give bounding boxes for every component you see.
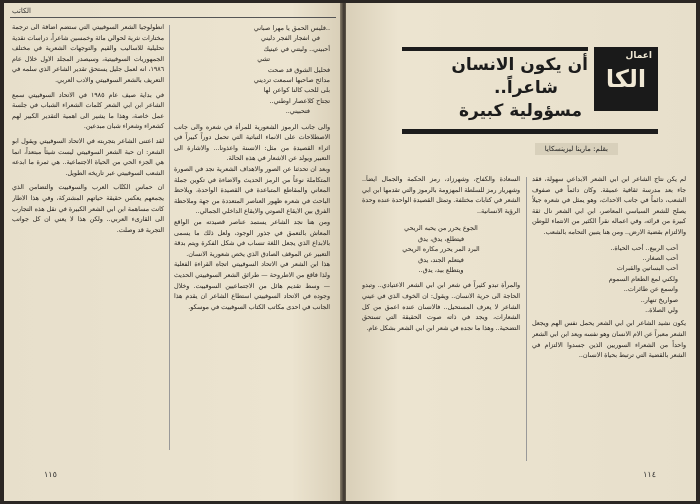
paragraph: والى جانب الرموز الشعورية للمرأة في شعره والى جانب الاصطلاحات على الانماء التباتية التي تحمل دوراً كبيراً في اثراء القصيدة من مثل: الانسنة واعذونا... والاشارة الى التعبير ويولد عن الاشعار في هذه الحالة. (174, 123, 330, 163)
byline-prefix: بقلم: (593, 145, 608, 153)
magazine-spread (4, 3, 696, 501)
paragraph: في بداية صيف عام ١٩٨٥ في الاتحاد السوفييتي سمع الشاعر ابن ابي الشعر كلمات الشعراء الشباب في جلسة عمل خاصة، وهذا ما يشير الى اهمية التقدير الكبير لهم كشعراء وشعراء شبان مبدعين. (12, 91, 164, 131)
poem-line: فحليل الشوق قد صحت (267, 65, 330, 74)
poem-line: ..فليس الحمق يا مهرا صباني (253, 24, 330, 32)
byline (535, 143, 618, 155)
title-line-1: أن يكون الانسان (451, 55, 588, 75)
poem-line: فتحبيني.. (285, 107, 310, 116)
paragraph: والمرأة تبدو كثيراً في شعر ابن ابي الشعر الاعتيادي.. وتبدو الحاجة الى حرية الانسان.. ويقول: ان الخوف الذي في عيني الشاعر لا يعرف المستحيل.. فالانسان عنده اعمق من كل الشعارات، ويجد في ذاته صوت الحقيقة التي تستحق التضحية.. وهذا ما نجده في شعر ابن ابي الشعر بشكل عام. (362, 282, 520, 332)
title-line-3: مسؤولية كبيرة (459, 101, 582, 121)
page-114 (346, 3, 696, 501)
page-number: ١١٥ (44, 470, 57, 479)
poem-line: فيتطلع، يدق، يدق (417, 234, 465, 243)
paragraph: ان حماس الكتّاب العرب والسوفييت والتضامن الذي يجمعهم يعكس حقيقة حياتهم المشتركة، وفي هذا الاطار كانت مساهمة ابن ابي الشعر الكبيرة في نقل هذه التجارب الى القارىء العربي.. ولكن هذا لا يعني ان كل جوانب التجربة قد وصلت. (12, 184, 164, 234)
poem-line: أحب الصغار.. (642, 253, 678, 262)
page-number: ١١٤ (643, 470, 656, 479)
column-right (174, 23, 330, 453)
column-separator (169, 25, 170, 450)
column-left (12, 23, 164, 453)
magazine-logo (594, 47, 658, 111)
poem-line: ولكني لمع الطعام السموم (608, 274, 678, 283)
logo-text: الكا (605, 65, 647, 93)
article-title (402, 53, 588, 123)
column-left (362, 175, 520, 463)
poem-line: فيتعلم الجند، يدق (418, 255, 464, 264)
poem-line: البرد المر يحرر مكاره الريحي (402, 245, 480, 254)
column-separator (526, 177, 527, 461)
paragraph: هذا ابن الشعر في الاتحاد السوفييتي اتجاه القراءة الفعلية ولذا فاقع من الاطروحة — طرائق الشعر السوفييتي الحديث — وسط تقديم هائل من الاجتماعيين السوفييت. وخلال وجوده في الاتحاد السوفييتي استطاع الشاعر ان يقدم هذا الجانب في احدى مكاتب الكتاب السوفييت في موسكو. (174, 261, 330, 311)
poem-line: تشي (257, 55, 270, 64)
poem-line: ويتطلع بيد، يدق.. (418, 266, 464, 274)
poem-line: أحب البساتين والقبرات (616, 264, 678, 273)
poem-block (532, 243, 686, 316)
title-bar-top (402, 47, 588, 51)
paragraph: يكون نشيد الشاعر ابن ابي الشعر يحمل نفس الهم ويجعل الشعر معبراً عن الام الانسان وهو نفسه ويعد ابن ابي الشعر واحداً من الشعراء السوريين الذين جسدوا الالتزام في الشعر بالقضية التي ترتبط بحياة الانسان.. (532, 320, 686, 360)
column-right (532, 175, 686, 463)
poem-line: بلى للحب كالنا كواعن لها (263, 86, 330, 95)
poem-line: تجتاح كلاعصار اوطني.. (269, 96, 330, 105)
article-title-block (402, 47, 658, 167)
poem-line: الجوع يحرر من يحبه الريحي (404, 224, 478, 233)
page-115 (4, 3, 342, 501)
logo-caption: اعمال (625, 51, 652, 61)
poem-line: أحبيني.. وليتني في عينيك (263, 44, 330, 53)
paragraph: السعادة والكفاح، وشهرزاد، رمز الحكمة والجمال ايضاً.. وشهريار رمز للسلطة المهزومة بالرموز والتي تقدمها ابن ابي الشعر في كتابات مختلفة. وتمثل القصيدة الواحدة عنده وحدة الرؤية الانسانية.. (362, 176, 520, 215)
title-bar-bottom (402, 129, 658, 134)
paragraph: وبعد ان تحدثنا عن الصور والاهداف الشعرية نجد في الصورة المتكاملة نوعاً من الرمز الحديث والاضاءة في تكوين جملة المعاني والمقاطع المتباعدة في القصيدة الواحدة، ويلاحظ الباحث في شعره ظهور العناصر المتعددة من جهة وملاحظة الفرق بين الايقاع الصوتي والايقاع الداخلي الجمالي.. (174, 166, 330, 216)
poem-line: صواريخ تنهار.. (640, 295, 678, 304)
header-rule (10, 17, 336, 18)
poem-block (362, 223, 520, 275)
paragraph: ومن هنا نجد الشاعر يستمد عناصر قصيدته من الواقع المعاش بالتعمق في جذور الوجود، ولعل ذلك ما يسمى بالابداع الذي يجعل اللغة تنساب في شكل الفكرة ويتم بدقة التعبير عن الموقف الصادق الذي يخص شعورية الانسان. (174, 219, 330, 258)
paragraph: لقد اعتنى الشاعر بتجربته في الاتحاد السوفييتي ويقول ابو الشعر: ان حبة الشعر السوفييتي ليست شيئاً مبتعداً، انما هي الجزء الحي من الحياة الاجتماعية.. هي ثمرة ما ابدعه الشعب السوفييتي عبر تاريخه الطويل. (12, 137, 164, 177)
poem-line: مدائح صاحبها اسمعت ترديني (253, 76, 330, 85)
poem-line: في انفجار الفجر دليني (260, 34, 320, 43)
author-name: مارينا ليزينسكايا (544, 145, 591, 153)
poem-line: ولي الصلاة.. (645, 306, 678, 314)
paragraph: لم يكن نتاج الشاعر ابن ابي الشعر الابداعي سهولة، فقد جاء بعد مدرسة ثقافية عميقة. وكان دائماً في صفوف الشعب، دائماً في جانب الاحداث، وهو يمثل في شعره جيلاً يصلح للشعر السياسي المعاصر، ابن ابي الشعر نال ثقة كبيرة من قرائه، وفي اعماله نقرأ الكثير من الانتماء للوطن والالتزام بقضية الارض.. ومن هنا يتبين التحامه بالشعب. (532, 176, 686, 236)
poem-line: واسمع عن طائرات.. (623, 285, 678, 294)
poem-line: أحب الربيع.. أحب الحياة.. (610, 243, 678, 252)
poem-block (174, 23, 330, 117)
running-head: الكاتب (12, 7, 31, 15)
title-line-2: شاعراً.. (493, 78, 558, 98)
paragraph: انطولوجيا الشعر السوفييتي التي ستضم اضافة الى ترجمة مختارات نثرية لحوالي مائة وخمسين شاعراً، دراسات نقدية تحليلية للاساليب والقيم والتوجهات الشعرية في مختلف الجمهوريات السوفييتية، وسيصدر المجلد الاول خلال عام ١٩٨٦، انه لعمل جليل يستحق تقدير الشاعر الذي سلمه في التعريف بالشعر السوفييتي والادب العربي. (12, 24, 164, 84)
